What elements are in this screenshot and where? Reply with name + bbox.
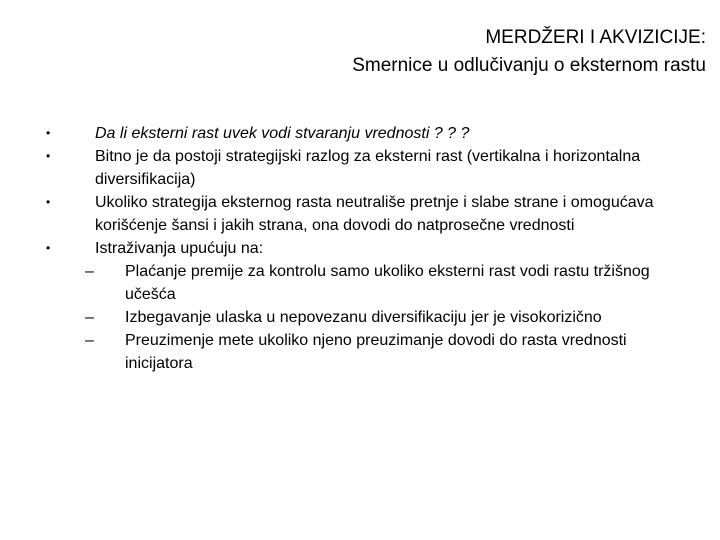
sub-bullet-text: Preuzimenje mete ukoliko njeno preuzimanje dovodi do rasta vrednosti inicijatora [125,332,627,372]
bullet-item-1 [0,122,685,145]
bullet-marker: • [46,195,51,209]
sub-bullet-marker: – [85,309,94,326]
sub-bullet-marker: – [85,263,94,280]
bullet-marker: • [46,126,51,140]
bullet-text: Bitno je da postoji strategijski razlog za eksterni rast (vertikalna i horizontalna diversifikacija) [95,148,641,188]
sub-bullet-text: Izbegavanje ulaska u nepovezanu diversifikaciju jer je visokorizično [125,309,602,326]
title-line-1: MERDŽERI I AKVIZICIJE: [485,27,706,48]
bullet-marker: • [46,149,51,163]
slide-title [66,24,706,80]
sub-bullet-item-1 [0,260,685,306]
bullet-marker: • [46,241,51,255]
bullet-item-4 [0,237,685,260]
title-line-2: Smernice u odlučivanju o eksternom rastu [352,55,706,76]
sub-bullet-item-3 [0,329,685,375]
bullet-text: Istraživanja upućuju na: [95,240,264,257]
bullet-text: Ukoliko strategija eksternog rasta neutrališe pretnje i slabe strane i omogućava korišćenje šansi i jakih strana, ona dovodi do natprosečne vrednosti [95,194,654,234]
bullet-text: Da li eksterni rast uvek vodi stvaranju vrednosti ? ? ? [95,125,470,142]
sub-bullet-marker: – [85,332,94,349]
sub-bullet-text: Plaćanje premije za kontrolu samo ukoliko eksterni rast vodi rastu tržišnog učešća [125,263,650,303]
bullet-item-2 [0,145,685,191]
sub-bullet-item-2 [0,306,685,329]
bullet-list [0,122,720,375]
bullet-item-3 [0,191,685,237]
